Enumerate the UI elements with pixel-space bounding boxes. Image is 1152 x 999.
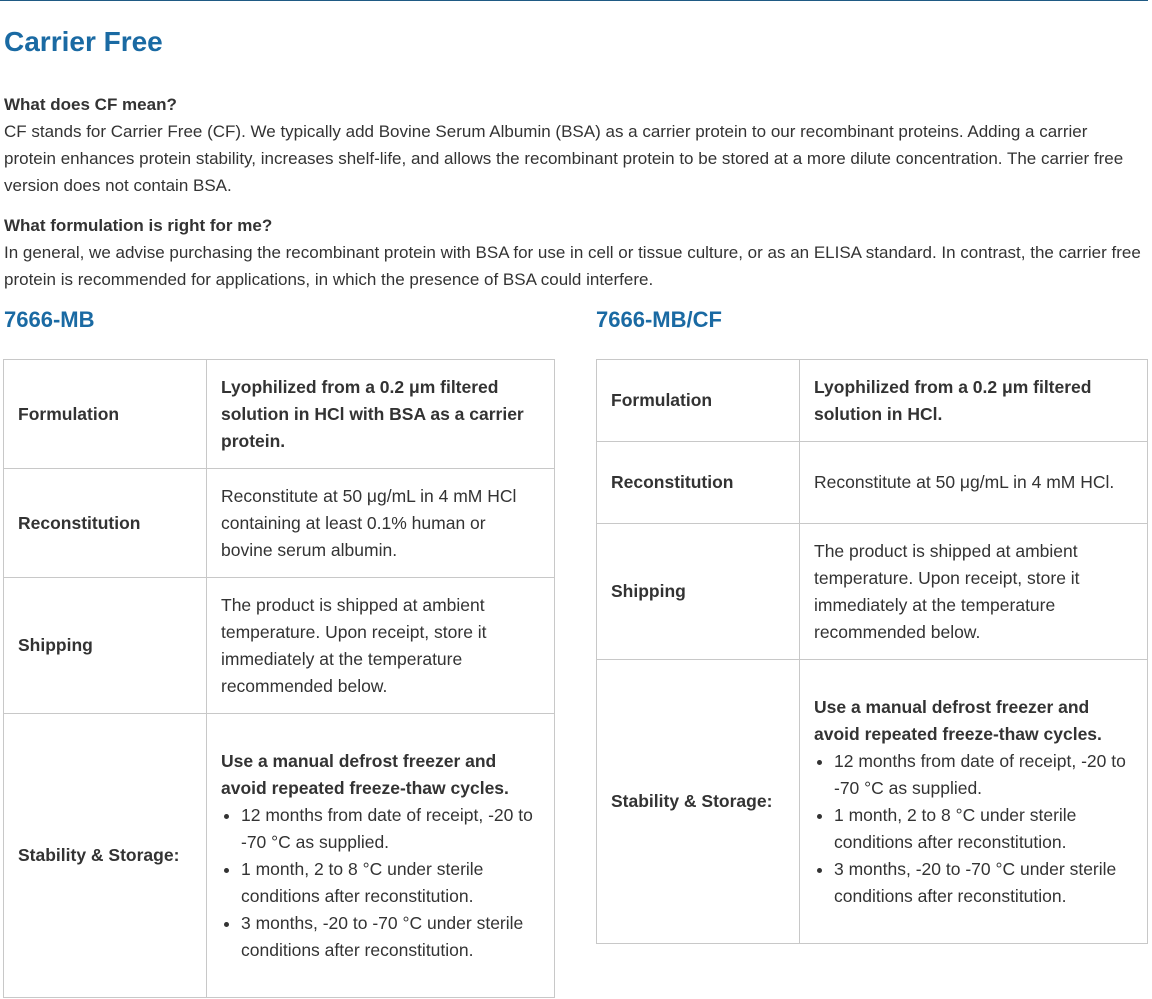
storage-value xyxy=(207,714,555,998)
list-item: • 1 month, 2 to 8 °C under sterile conditions after reconstitution. xyxy=(834,802,1133,856)
table-row xyxy=(4,469,555,578)
reconstitution-value: Reconstitute at 50 μg/mL in 4 mM HCl. xyxy=(800,442,1148,524)
storage-label: Stability & Storage: xyxy=(597,660,800,944)
formulation-value xyxy=(800,360,1148,442)
reconstitution-label: Reconstitution xyxy=(597,442,800,524)
table-row xyxy=(4,578,555,714)
product-code-heading: 7666-MB/CF xyxy=(596,307,722,332)
list-item: • 12 months from date of receipt, -20 to -70 °C as supplied. xyxy=(241,802,540,856)
table-row xyxy=(597,660,1148,944)
formulation-text: Lyophilized from a 0.2 μm filtered solution in HCl. xyxy=(814,376,1092,424)
page-title: Carrier Free xyxy=(4,26,163,57)
storage-note: Use a manual defrost freezer and avoid repeated freeze-thaw cycles. xyxy=(814,696,1102,744)
shipping-label: Shipping xyxy=(4,578,207,714)
shipping-label: Shipping xyxy=(597,524,800,660)
formulation-text: Lyophilized from a 0.2 μm filtered solution in HCl with BSA as a carrier protein. xyxy=(221,376,524,451)
formulation-label: Formulation xyxy=(597,360,800,442)
storage-note: Use a manual defrost freezer and avoid repeated freeze-thaw cycles. xyxy=(221,750,509,798)
faq-question: What formulation is right for me? xyxy=(4,216,273,235)
formulation-value xyxy=(207,360,555,469)
storage-list xyxy=(814,748,1133,910)
shipping-value: The product is shipped at ambient temperature. Upon receipt, store it immediately at the temperature recommended below. xyxy=(800,524,1148,660)
reconstitution-label: Reconstitution xyxy=(4,469,207,578)
faq-question: What does CF mean? xyxy=(4,95,177,114)
list-item: • 1 month, 2 to 8 °C under sterile conditions after reconstitution. xyxy=(241,856,540,910)
product-code-heading: 7666-MB xyxy=(4,307,95,332)
product-spec-table xyxy=(3,359,555,998)
table-row xyxy=(597,524,1148,660)
table-row xyxy=(597,442,1148,524)
list-item: • 3 months, -20 to -70 °C under sterile conditions after reconstitution. xyxy=(241,910,540,964)
storage-value xyxy=(800,660,1148,944)
faq-answer: CF stands for Carrier Free (CF). We typically add Bovine Serum Albumin (BSA) as a carrier protein to our recombinant proteins. Adding a carrier protein enhances protein stability, increases shelf-life, and allows the recombinant protein to be stored at a more dilute concentration. The carrier free version does not contain BSA. xyxy=(4,122,1124,195)
formulation-label: Formulation xyxy=(4,360,207,469)
list-item: • 12 months from date of receipt, -20 to -70 °C as supplied. xyxy=(834,748,1133,802)
table-row xyxy=(4,360,555,469)
faq-item-formulation-choice xyxy=(4,212,1144,293)
shipping-value: The product is shipped at ambient temperature. Upon receipt, store it immediately at the temperature recommended below. xyxy=(207,578,555,714)
storage-list xyxy=(221,802,540,964)
table-row xyxy=(4,714,555,998)
reconstitution-value: Reconstitute at 50 μg/mL in 4 mM HCl containing at least 0.1% human or bovine serum albumin. xyxy=(207,469,555,578)
storage-label: Stability & Storage: xyxy=(4,714,207,998)
top-divider xyxy=(0,0,1148,1)
faq-item-cf-meaning xyxy=(4,91,1144,199)
product-spec-table xyxy=(596,359,1148,944)
faq-answer: In general, we advise purchasing the recombinant protein with BSA for use in cell or tissue culture, or as an ELISA standard. In contrast, the carrier free protein is recommended for applications, in which the presence of BSA could interfere. xyxy=(4,243,1141,289)
table-row xyxy=(597,360,1148,442)
list-item: • 3 months, -20 to -70 °C under sterile conditions after reconstitution. xyxy=(834,856,1133,910)
